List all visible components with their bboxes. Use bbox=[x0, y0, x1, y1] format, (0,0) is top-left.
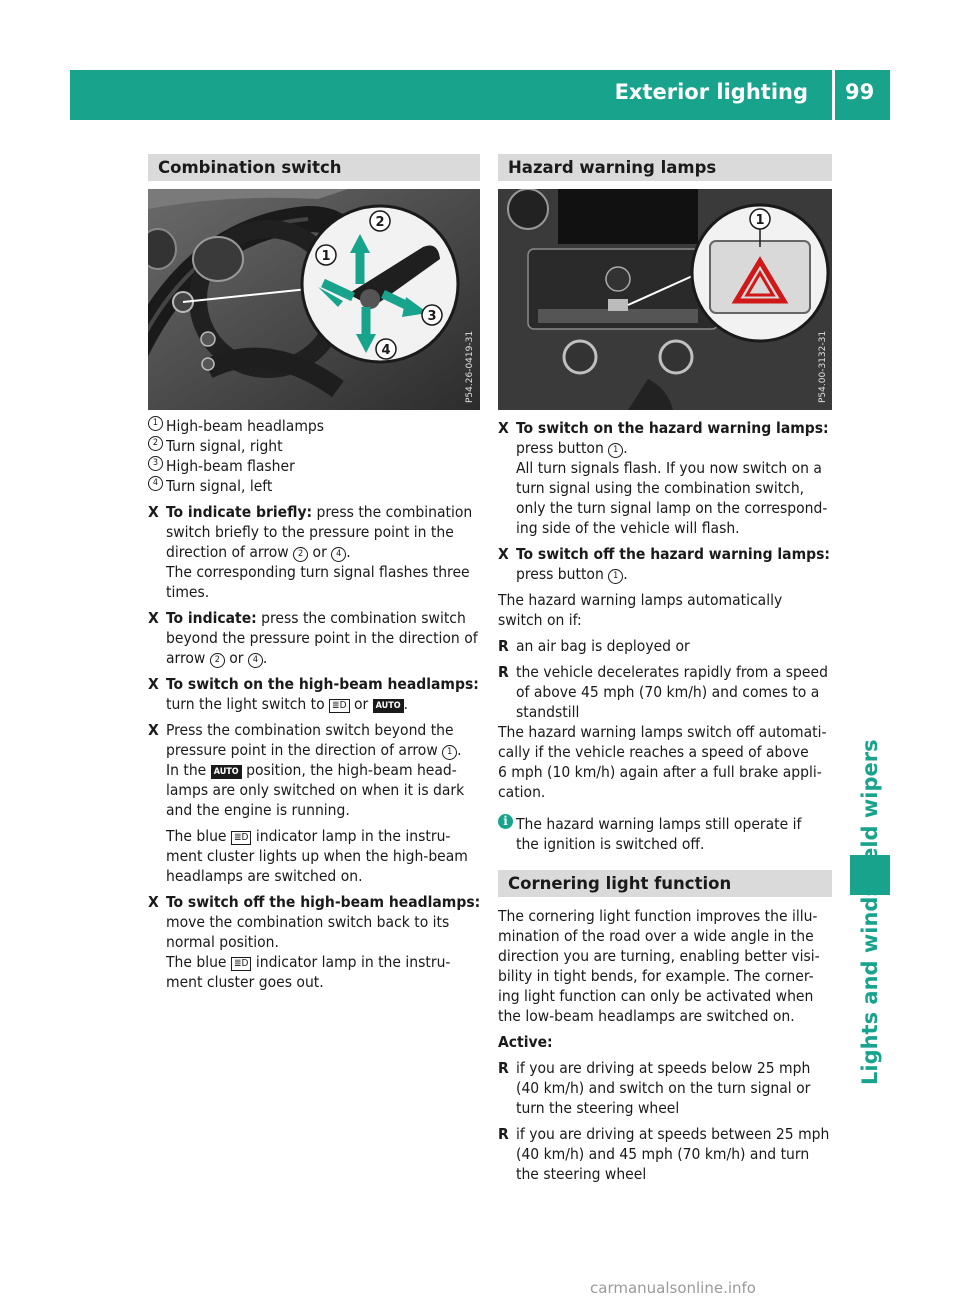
text-line: the steering wheel bbox=[516, 1165, 647, 1183]
step-hazard-on bbox=[498, 418, 832, 438]
text-line: bility in tight bends, for example. The corner- bbox=[498, 967, 814, 985]
text-line: ment cluster lights up when the high-beam bbox=[166, 847, 468, 865]
text-span: indicator lamp in the instru- bbox=[251, 953, 451, 971]
text-line: ing light function can only be activated when bbox=[498, 987, 814, 1005]
text-line bbox=[148, 648, 480, 668]
step-arrow-icon: X bbox=[148, 503, 159, 521]
bullet-item bbox=[498, 636, 832, 656]
ref-number: 4 bbox=[331, 547, 346, 562]
auto-light-icon: AUTO bbox=[211, 765, 242, 779]
text-line: The cornering light function improves the illu- bbox=[498, 907, 818, 925]
text-line: ment cluster goes out. bbox=[166, 973, 324, 991]
ref-number: 1 bbox=[442, 745, 457, 760]
text-span: The blue bbox=[166, 827, 231, 845]
text-line: turn the steering wheel bbox=[516, 1099, 680, 1117]
text-span: press button bbox=[516, 565, 609, 583]
text-span: indicator lamp in the instru- bbox=[251, 827, 451, 845]
header-title: Exterior lighting bbox=[614, 80, 808, 104]
text-span: arrow bbox=[166, 649, 210, 667]
text-line: ing side of the vehicle will flash. bbox=[516, 519, 740, 537]
combination-switch-illustration bbox=[148, 189, 480, 410]
combination-switch-figure bbox=[148, 189, 480, 410]
text-span: press button bbox=[516, 439, 609, 457]
step-heading: To switch on the hazard warning lamps: bbox=[516, 419, 829, 437]
bullet-icon: R bbox=[498, 1125, 509, 1143]
step-hazard-off bbox=[498, 544, 832, 564]
text-line: beyond the pressure point in the direction of bbox=[166, 629, 478, 647]
text-line: switch on if: bbox=[498, 611, 582, 629]
legend-number-2: 2 bbox=[148, 436, 163, 451]
text-span: . bbox=[262, 649, 268, 667]
legend-item-4 bbox=[148, 476, 480, 496]
auto-light-icon: AUTO bbox=[373, 699, 404, 713]
step-heading: To switch off the high-beam headlamps: bbox=[166, 893, 481, 911]
text-line bbox=[148, 740, 480, 760]
step-heading: To indicate: bbox=[166, 609, 257, 627]
callout-4: 4 bbox=[381, 343, 391, 358]
high-beam-indicator-icon: ≣D bbox=[231, 957, 251, 971]
text-span: or bbox=[308, 543, 332, 561]
bullet-icon: R bbox=[498, 663, 509, 681]
step-arrow-icon: X bbox=[148, 893, 159, 911]
section-title-cornering-light: Cornering light function bbox=[498, 870, 832, 897]
step-heading: To indicate briefly: bbox=[166, 503, 313, 521]
text-line bbox=[498, 438, 832, 458]
step-text: Press the combination switch beyond the bbox=[166, 721, 454, 739]
text-line: turn signal using the combination switch, bbox=[516, 479, 805, 497]
bullet-icon: R bbox=[498, 637, 509, 655]
legend-text-2: Turn signal, right bbox=[166, 437, 283, 455]
figure-code-right: P54.00-3132-31 bbox=[818, 330, 828, 403]
step-press-switch bbox=[148, 720, 480, 740]
low-beam-icon: ≣D bbox=[329, 699, 349, 713]
text-line: of above 45 mph (70 km/h) and comes to a bbox=[516, 683, 820, 701]
text-line: standstill bbox=[516, 703, 580, 721]
footer-watermark: carmanualsonline.info bbox=[590, 1279, 756, 1297]
text-line bbox=[148, 694, 480, 714]
legend-item-1 bbox=[148, 416, 480, 436]
step-arrow-icon: X bbox=[148, 721, 159, 739]
legend-number-3: 3 bbox=[148, 456, 163, 471]
ref-number: 2 bbox=[293, 547, 308, 562]
chapter-title: Lights and windshield wipers bbox=[858, 739, 882, 1085]
text-span: pressure point in the direction of arrow bbox=[166, 741, 443, 759]
bullet-text: if you are driving at speeds below 25 mph bbox=[516, 1059, 811, 1077]
callout-3: 3 bbox=[427, 309, 437, 324]
text-line: The corresponding turn signal flashes three bbox=[166, 563, 470, 581]
text-span: direction of arrow bbox=[166, 543, 294, 561]
text-line: the ignition is switched off. bbox=[516, 835, 705, 853]
legend-item-2 bbox=[148, 436, 480, 456]
text-line bbox=[498, 564, 832, 584]
text-line: headlamps are switched on. bbox=[166, 867, 363, 885]
text-line bbox=[148, 826, 480, 846]
step-indicate-briefly bbox=[148, 502, 480, 522]
hazard-warning-figure bbox=[498, 189, 832, 410]
legend-text-1: High-beam headlamps bbox=[166, 417, 325, 435]
text-line: times. bbox=[166, 583, 210, 601]
bullet-text: an air bag is deployed or bbox=[516, 637, 690, 655]
step-arrow-icon: X bbox=[498, 419, 509, 437]
text-span: . bbox=[623, 565, 628, 583]
legend-item-3 bbox=[148, 456, 480, 476]
hazard-warning-illustration bbox=[498, 189, 832, 410]
section-title-hazard-warning: Hazard warning lamps bbox=[498, 154, 832, 181]
text-line: switch briefly to the pressure point in the bbox=[166, 523, 454, 541]
text-line: move the combination switch back to its bbox=[166, 913, 450, 931]
section-title-combination-switch: Combination switch bbox=[148, 154, 480, 181]
text-line: cally if the vehicle reaches a speed of above bbox=[498, 743, 809, 761]
step-high-beam-off bbox=[148, 892, 480, 912]
text-line: 6 mph (10 km/h) again after a full brake appli- bbox=[498, 763, 822, 781]
step-arrow-icon: X bbox=[148, 675, 159, 693]
page-number: 99 bbox=[845, 80, 875, 104]
right-text bbox=[498, 418, 832, 854]
ref-number: 1 bbox=[608, 569, 623, 584]
active-heading: Active: bbox=[498, 1033, 553, 1051]
header-separator bbox=[832, 70, 835, 120]
high-beam-indicator-icon: ≣D bbox=[231, 831, 251, 845]
text-line: direction you are turning, enabling better visi- bbox=[498, 947, 820, 965]
text-line: the low-beam headlamps are switched on. bbox=[498, 1007, 795, 1025]
info-note bbox=[498, 814, 832, 834]
note-text: The hazard warning lamps still operate if bbox=[516, 815, 802, 833]
bullet-text: if you are driving at speeds between 25 mph bbox=[516, 1125, 830, 1143]
bullet-item bbox=[498, 662, 832, 682]
text-line: The hazard warning lamps switch off automati- bbox=[498, 723, 827, 741]
bullet-icon: R bbox=[498, 1059, 509, 1077]
info-icon: i bbox=[498, 814, 513, 829]
text-line bbox=[148, 542, 480, 562]
legend-text-4: Turn signal, left bbox=[166, 477, 273, 495]
step-text: press the combination bbox=[312, 503, 473, 521]
text-line: The hazard warning lamps automatically bbox=[498, 591, 783, 609]
step-heading: To switch off the hazard warning lamps: bbox=[516, 545, 830, 563]
text-span: turn the light switch to bbox=[166, 695, 330, 713]
bullet-text: the vehicle decelerates rapidly from a speed bbox=[516, 663, 828, 681]
figure-code-left: P54.26-0419-31 bbox=[465, 330, 475, 403]
text-span: or bbox=[349, 695, 373, 713]
text-span: . bbox=[457, 741, 462, 759]
text-line: (40 km/h) and switch on the turn signal or bbox=[516, 1079, 811, 1097]
callout-1: 1 bbox=[321, 249, 331, 264]
text-span: The blue bbox=[166, 953, 231, 971]
ref-number: 2 bbox=[210, 653, 225, 668]
text-line: mination of the road over a wide angle in the bbox=[498, 927, 814, 945]
ref-number: 4 bbox=[248, 653, 263, 668]
text-span: In the bbox=[166, 761, 211, 779]
text-line bbox=[148, 952, 480, 972]
text-line: and the engine is running. bbox=[166, 801, 350, 819]
text-line: normal position. bbox=[166, 933, 279, 951]
callout-2: 2 bbox=[375, 215, 385, 230]
left-text bbox=[148, 416, 480, 992]
step-text: press the combination switch bbox=[256, 609, 466, 627]
text-line: All turn signals flash. If you now switch on a bbox=[516, 459, 822, 477]
step-arrow-icon: X bbox=[498, 545, 509, 563]
text-line: (40 km/h) and 45 mph (70 km/h) and turn bbox=[516, 1145, 810, 1163]
text-line: only the turn signal lamp on the correspond- bbox=[516, 499, 828, 517]
text-span: or bbox=[224, 649, 248, 667]
callout-hazard-1: 1 bbox=[755, 213, 765, 228]
step-heading: To switch on the high-beam headlamps: bbox=[166, 675, 479, 693]
step-high-beam-on bbox=[148, 674, 480, 694]
text-span: . bbox=[346, 543, 351, 561]
text-line: lamps are only switched on when it is dark bbox=[166, 781, 465, 799]
legend-text-3: High-beam flasher bbox=[166, 457, 295, 475]
header-bar bbox=[70, 70, 890, 120]
text-span: . bbox=[403, 695, 409, 713]
ref-number: 1 bbox=[608, 443, 623, 458]
cornering-text bbox=[498, 906, 832, 1184]
bullet-item bbox=[498, 1058, 832, 1078]
legend-number-1: 1 bbox=[148, 416, 163, 431]
legend-number-4: 4 bbox=[148, 476, 163, 491]
text-span: position, the high-beam head- bbox=[241, 761, 457, 779]
text-line bbox=[148, 760, 480, 780]
step-indicate bbox=[148, 608, 480, 628]
step-arrow-icon: X bbox=[148, 609, 159, 627]
bullet-item bbox=[498, 1124, 832, 1144]
text-line: cation. bbox=[498, 783, 546, 801]
text-span: . bbox=[623, 439, 628, 457]
